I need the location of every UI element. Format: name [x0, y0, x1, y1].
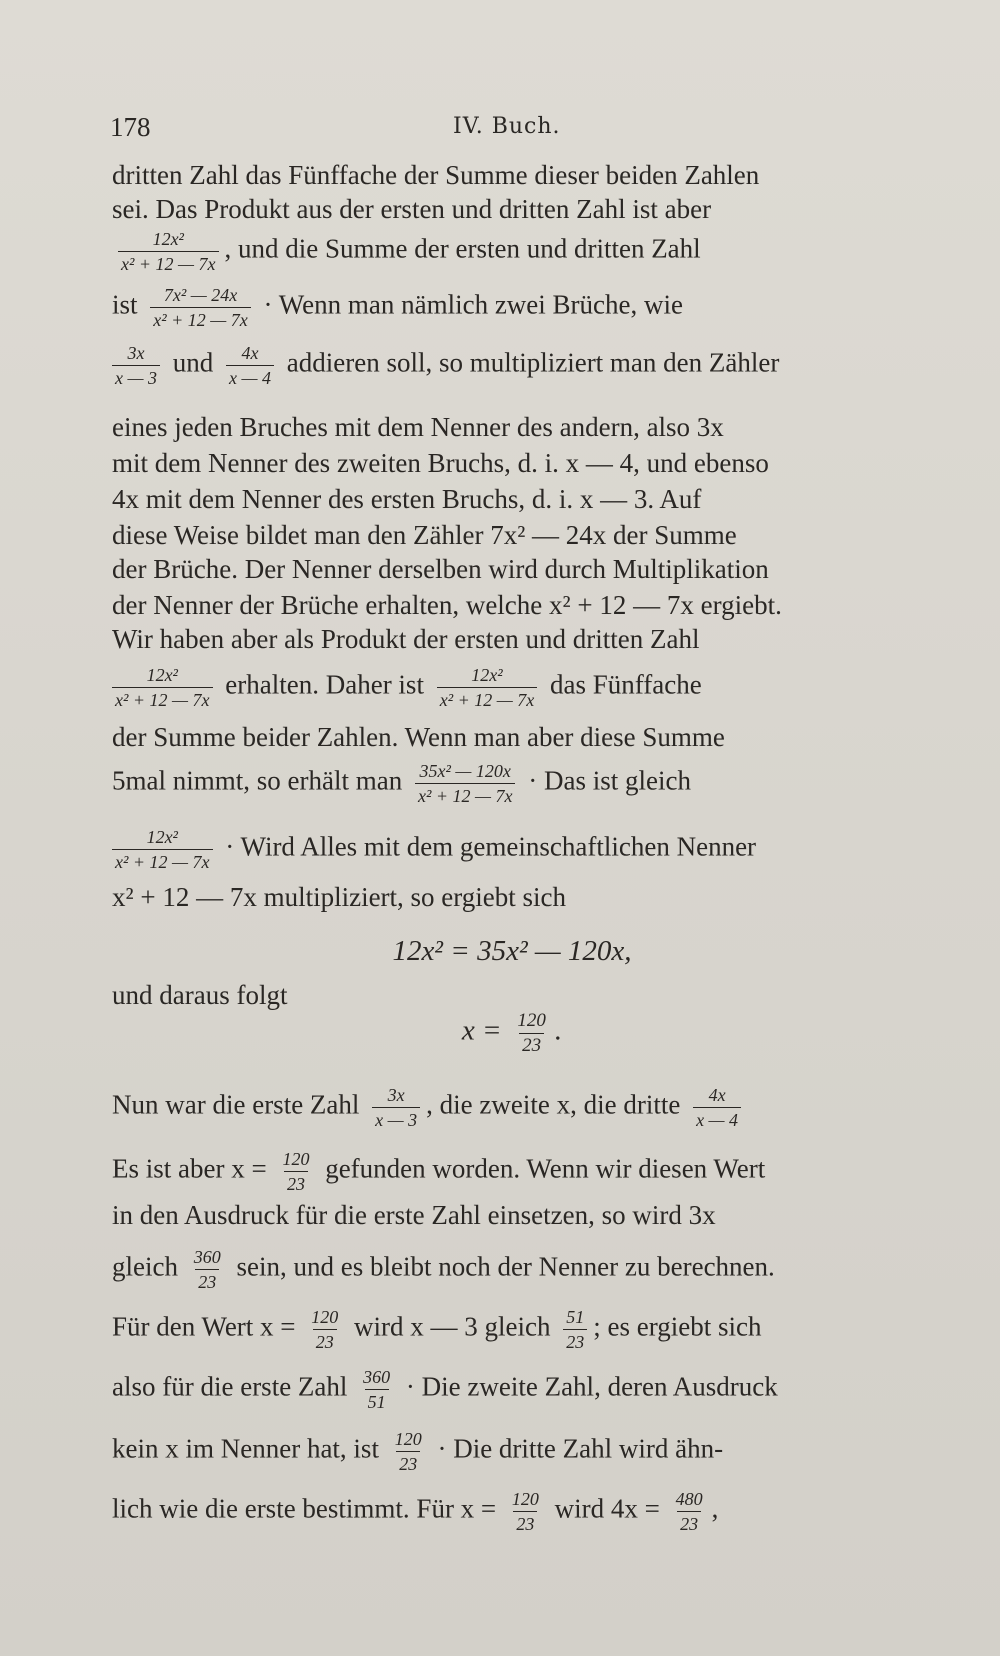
equation-lhs: x =: [461, 1014, 502, 1047]
fraction-numerator: 12x²: [471, 665, 503, 685]
text-line: [112, 482, 912, 516]
fraction-numerator: 12x²: [152, 229, 184, 249]
fraction: [392, 1428, 425, 1475]
fraction-numerator: 12x²: [146, 665, 178, 685]
text-line: [112, 1084, 912, 1131]
line-text: sei. Das Produkt aus der ersten und dritten Zahl ist aber: [112, 194, 712, 224]
fraction-denominator: 51: [365, 1389, 389, 1413]
text-line: [112, 588, 912, 622]
text-line: [112, 518, 912, 552]
fraction-denominator: 23: [284, 1171, 308, 1195]
equation: 12x² = 35x² — 120x,: [392, 935, 632, 967]
line-text: · Wird Alles mit dem gemeinschaftlichen Nenner: [225, 831, 757, 862]
text-line: [112, 664, 912, 711]
line-text: wird x — 3 gleich: [354, 1311, 551, 1342]
line-text: und: [172, 347, 214, 378]
line-text: eines jeden Bruches mit dem Nenner des andern, also 3x: [112, 412, 724, 442]
fraction: [112, 664, 213, 711]
line-text: der Summe beider Zahlen. Wenn man aber diese Summe: [112, 722, 725, 752]
fraction-denominator: x — 3: [372, 1107, 420, 1131]
text-line: [112, 880, 912, 914]
fraction-numerator: 4x: [708, 1085, 726, 1105]
line-text: mit dem Nenner des zweiten Bruchs, d. i. x — 4, und ebenso: [112, 448, 769, 478]
line-text: Für den Wert x =: [112, 1311, 296, 1342]
line-text: diese Weise bildet man den Zähler 7x² — 24x der Summe: [112, 520, 737, 550]
fraction-denominator: x² + 12 — 7x: [112, 849, 213, 873]
fraction-numerator: 120: [511, 1489, 539, 1509]
fraction-denominator: 23: [195, 1269, 219, 1293]
fraction-denominator: 23: [313, 1329, 337, 1353]
line-text: , die zweite x, die dritte: [426, 1089, 681, 1120]
fraction-denominator: 23: [563, 1329, 587, 1353]
line-text: und daraus folgt: [112, 980, 288, 1010]
line-text: 5mal nimmt, so erhält man: [112, 765, 403, 796]
text-line: [112, 826, 912, 873]
fraction-numerator: 120: [311, 1307, 339, 1327]
line-text: gleich: [112, 1251, 178, 1282]
fraction: [226, 342, 274, 389]
fraction: [112, 342, 160, 389]
fraction-denominator: 23: [519, 1033, 544, 1057]
text-line: [112, 228, 912, 275]
fraction-numerator: 51: [566, 1307, 585, 1327]
line-text: erhalten. Daher ist: [225, 669, 424, 700]
fraction: [693, 1084, 741, 1131]
line-text: 4x mit dem Nenner des ersten Bruchs, d. i. x — 3. Auf: [112, 484, 702, 514]
fraction-denominator: x² + 12 — 7x: [112, 687, 213, 711]
fraction-denominator: x — 4: [226, 365, 274, 389]
text-line: [112, 342, 912, 389]
fraction-denominator: x — 4: [693, 1107, 741, 1131]
line-text: addieren soll, so multipliziert man den Zähler: [286, 347, 780, 378]
fraction-numerator: 480: [675, 1489, 703, 1509]
fraction: [112, 826, 213, 873]
text-line: [112, 622, 912, 656]
fraction: [673, 1488, 706, 1535]
fraction-numerator: 3x: [387, 1085, 405, 1105]
line-text: gefunden worden. Wenn wir diesen Wert: [325, 1153, 766, 1184]
line-text: ist: [112, 289, 138, 320]
fraction: [118, 228, 219, 275]
fraction-numerator: 3x: [127, 343, 145, 363]
line-text: der Brüche. Der Nenner derselben wird durch Multiplikation: [112, 554, 769, 584]
fraction-numerator: 120: [394, 1429, 422, 1449]
line-text: , und die Summe der ersten und dritten Zahl: [224, 233, 701, 264]
fraction: [563, 1306, 587, 1353]
line-text: lich wie die erste bestimmt. Für x =: [112, 1493, 497, 1524]
fraction-numerator: 35x² — 120x: [419, 761, 511, 781]
fraction: [415, 760, 516, 807]
fraction-denominator: x² + 12 — 7x: [437, 687, 538, 711]
fraction-denominator: x — 3: [112, 365, 160, 389]
text-line: [112, 1246, 912, 1293]
line-text: x² + 12 — 7x multipliziert, so ergiebt sich: [112, 882, 567, 912]
line-text: Wir haben aber als Produkt der ersten und dritten Zahl: [112, 624, 700, 654]
line-text: wird 4x =: [554, 1493, 660, 1524]
fraction: [308, 1306, 341, 1353]
page-number: 178: [110, 112, 151, 142]
fraction-denominator: x² + 12 — 7x: [150, 307, 251, 331]
fraction-denominator: x² + 12 — 7x: [415, 783, 516, 807]
fraction-numerator: 360: [363, 1367, 391, 1387]
line-text: also für die erste Zahl: [112, 1371, 348, 1402]
line-text: · Das ist gleich: [528, 765, 691, 796]
fraction-denominator: x² + 12 — 7x: [118, 251, 219, 275]
fraction-numerator: 7x² — 24x: [163, 285, 238, 305]
fraction: [360, 1366, 393, 1413]
line-text: das Fünffache: [549, 669, 702, 700]
line-text: der Nenner der Brüche erhalten, welche x² + 12 — 7x ergiebt.: [112, 590, 782, 620]
text-line: [112, 552, 912, 586]
equation-display: x = $\frac{120}{23}$ .: [461, 1010, 563, 1056]
fraction: [279, 1148, 312, 1195]
text-line: [112, 410, 912, 444]
fraction-denominator: 23: [677, 1511, 701, 1535]
line-text: sein, und es bleibt noch der Nenner zu berechnen.: [236, 1251, 775, 1282]
text-line: [112, 1148, 912, 1195]
line-text: · Die dritte Zahl wird ähn-: [437, 1433, 724, 1464]
text-line: lich wie die erste bestimmt. Für x = $\frac{120}{23}$ wird 4x = $\frac{480}{23}$ ,: [112, 1489, 719, 1534]
text-line: [112, 978, 912, 1012]
equation-display: [112, 934, 912, 968]
line-text: Es ist aber x =: [112, 1153, 267, 1184]
line-text: · Die zweite Zahl, deren Ausdruck: [405, 1371, 778, 1402]
fraction-numerator: 12x²: [146, 827, 178, 847]
text-line: [112, 760, 912, 807]
text-line: [112, 192, 912, 226]
fraction-numerator: 120: [517, 1010, 546, 1031]
running-title: IV. Buch.: [453, 114, 561, 139]
line-text: ; es ergiebt sich: [593, 1311, 762, 1342]
fraction: [509, 1488, 542, 1535]
fraction: [514, 1010, 549, 1057]
text-line: [112, 284, 912, 331]
line-text: · Wenn man nämlich zwei Brüche, wie: [263, 289, 683, 320]
fraction: [191, 1246, 224, 1293]
text-line: [112, 1366, 912, 1413]
text-line: [112, 1198, 912, 1232]
fraction-denominator: 23: [513, 1511, 537, 1535]
text-line: [112, 158, 912, 192]
fraction-numerator: 360: [193, 1247, 221, 1267]
line-text: kein x im Nenner hat, ist: [112, 1433, 379, 1464]
page-header: [110, 112, 910, 148]
line-text: in den Ausdruck für die erste Zahl einsetzen, so wird 3x: [112, 1200, 716, 1230]
fraction: [372, 1084, 420, 1131]
fraction-denominator: 23: [396, 1451, 420, 1475]
text-line: [112, 446, 912, 480]
line-text: dritten Zahl das Fünffache der Summe dieser beiden Zahlen: [112, 160, 760, 190]
text-line: [112, 1306, 912, 1353]
fraction: [437, 664, 538, 711]
text-line: [112, 1428, 912, 1475]
text-line: [112, 720, 912, 754]
fraction-numerator: 4x: [241, 343, 259, 363]
line-text: Nun war die erste Zahl: [112, 1089, 360, 1120]
fraction-numerator: 120: [282, 1149, 310, 1169]
fraction: [150, 284, 251, 331]
